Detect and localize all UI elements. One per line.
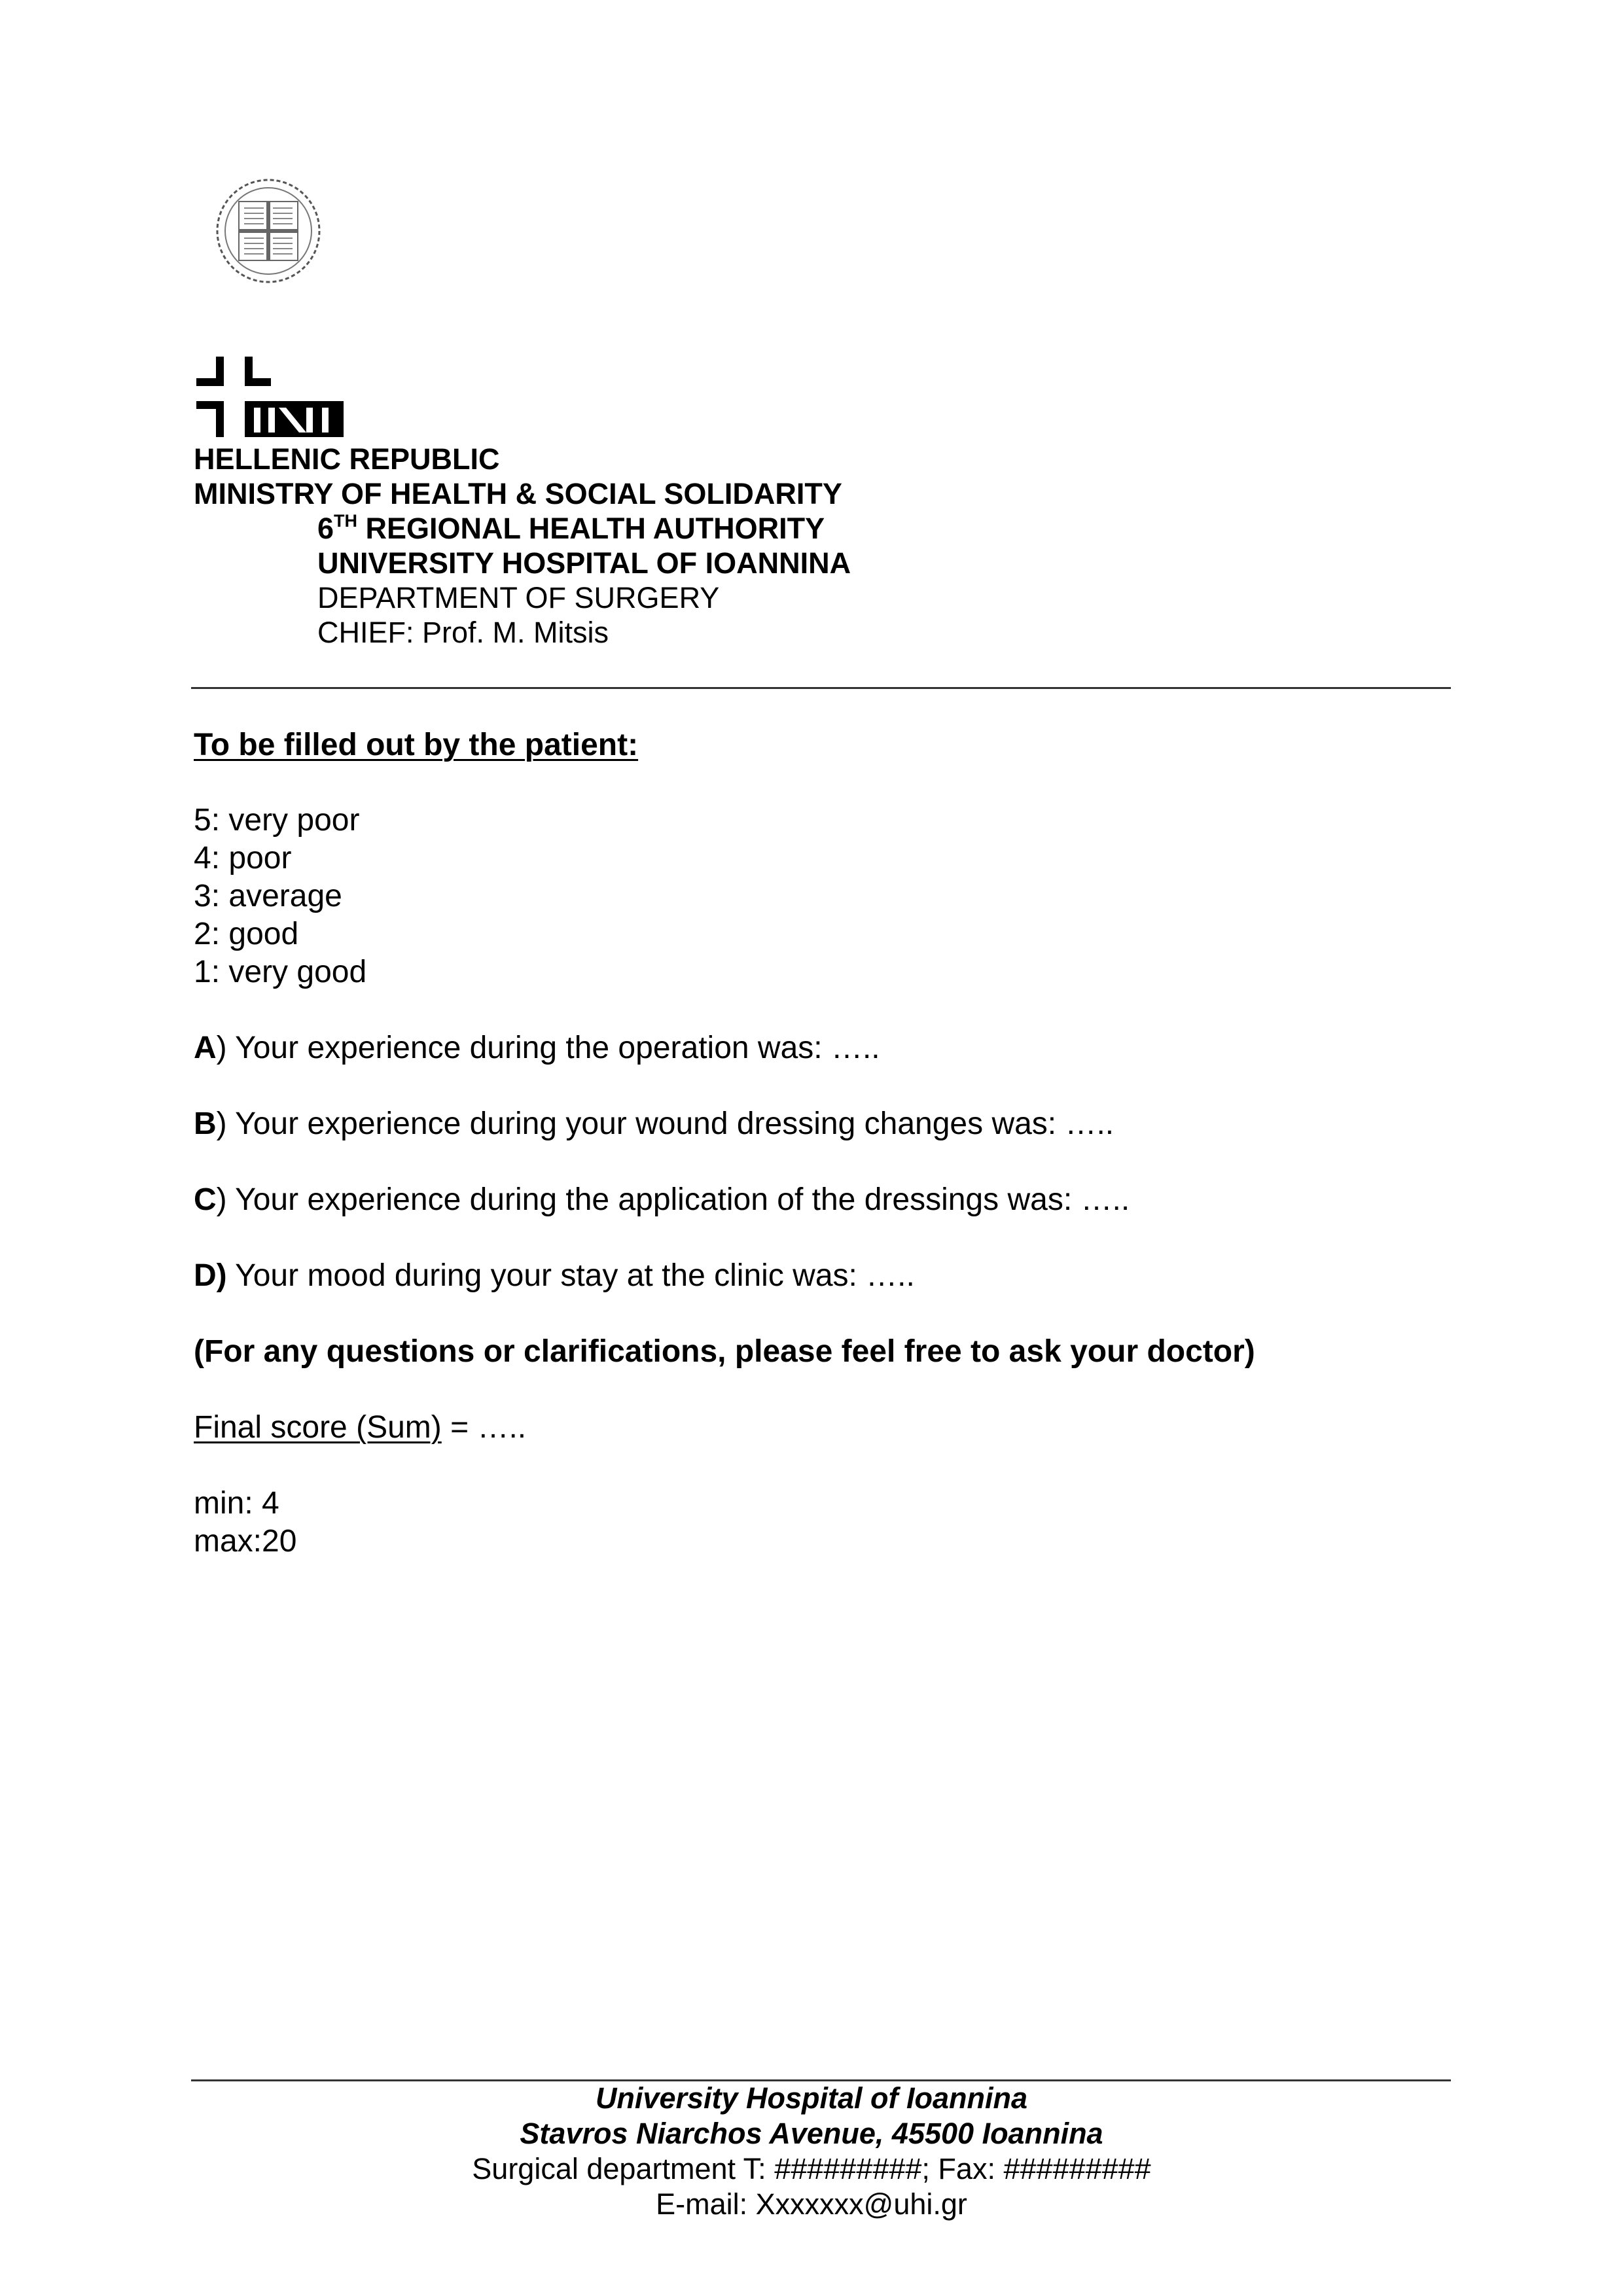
scale-item: 3: average (194, 879, 342, 913)
department-name: DEPARTMENT OF SURGERY (317, 581, 720, 614)
score-max: max:20 (194, 1524, 297, 1559)
questions-note: (For any questions or clarifications, please feel free to ask your doctor) (194, 1334, 1255, 1369)
chief-name: CHIEF: Prof. M. Mitsis (317, 616, 609, 649)
form-instruction: To be filled out by the patient: (194, 728, 639, 762)
ministry-name: MINISTRY OF HEALTH & SOCIAL SOLIDARITY (194, 477, 842, 510)
footer-hospital-name: University Hospital of Ioannina (595, 2081, 1028, 2115)
greek-emblem-icon (213, 175, 324, 287)
country-name: HELLENIC REPUBLIC (194, 442, 500, 476)
header-divider (191, 687, 1451, 689)
footer-address: Stavros Niarchos Avenue, 45500 Ioannina (520, 2117, 1103, 2150)
hospital-name: UNIVERSITY HOSPITAL OF IOANNINA (317, 546, 851, 580)
scale-item: 4: poor (194, 841, 292, 875)
question-d: D) Your mood during your stay at the clinic was: ….. (194, 1258, 915, 1293)
regional-authority: 6TH REGIONAL HEALTH AUTHORITY (317, 511, 825, 545)
scale-item: 1: very good (194, 955, 367, 989)
hospital-logo-icon (196, 357, 344, 438)
question-b: B) Your experience during your wound dressing changes was: ….. (194, 1106, 1115, 1141)
question-c: C) Your experience during the application of the dressings was: ….. (194, 1182, 1130, 1217)
question-a: A) Your experience during the operation was: ….. (194, 1031, 880, 1065)
footer-email: E-mail: Xxxxxxx@uhi.gr (656, 2187, 967, 2221)
footer-contact: Surgical department T: #########; Fax: ######### (472, 2152, 1151, 2185)
score-min: min: 4 (194, 1486, 279, 1521)
scale-item: 2: good (194, 917, 299, 951)
scale-item: 5: very poor (194, 803, 360, 838)
final-score: Final score (Sum) = ….. (194, 1410, 527, 1445)
